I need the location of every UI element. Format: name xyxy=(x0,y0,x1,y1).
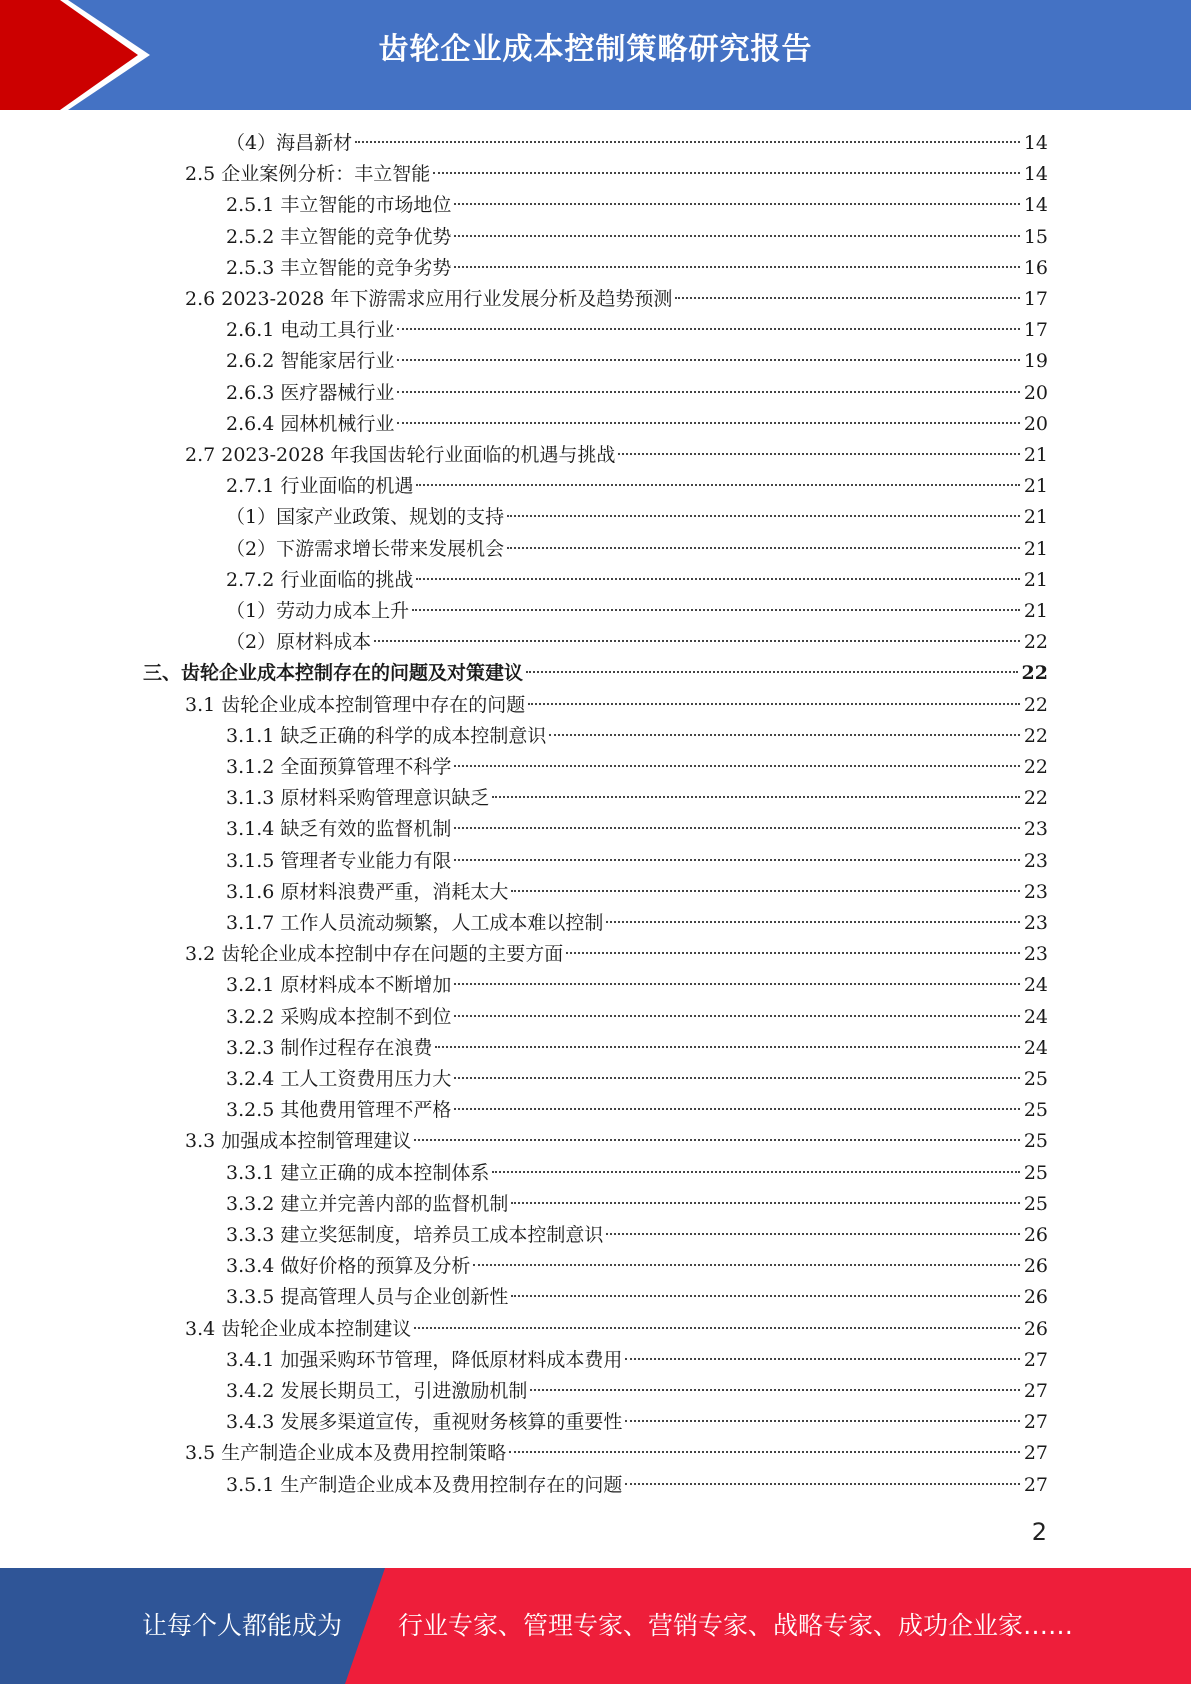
toc-entry-title: 3.3 加强成本控制管理建议 xyxy=(185,1130,412,1153)
toc-entry-title: 3.2.1 原材料成本不断增加 xyxy=(226,974,452,997)
toc-entry-page: 21 xyxy=(1023,568,1048,591)
toc-entry-page: 25 xyxy=(1023,1099,1048,1122)
toc-dot-leader xyxy=(492,795,1019,798)
toc-entry-title: 2.5.3 丰立智能的竞争劣势 xyxy=(226,256,452,279)
toc-entry[interactable] xyxy=(185,939,1048,970)
toc-entry-page: 27 xyxy=(1023,1348,1048,1371)
toc-entry-page: 26 xyxy=(1023,1224,1048,1246)
toc-entry-title: （1）劳动力成本上升 xyxy=(226,600,410,622)
toc-dot-leader xyxy=(528,702,1020,705)
toc-entry[interactable] xyxy=(226,471,1048,502)
toc-entry[interactable] xyxy=(226,1064,1048,1095)
toc-entry-title: 2.5.2 丰立智能的竞争优势 xyxy=(226,225,452,248)
toc-entry-page: 26 xyxy=(1023,1317,1048,1340)
toc-entry-page: 25 xyxy=(1023,1130,1048,1153)
toc-entry-page: 20 xyxy=(1023,381,1048,404)
toc-entry[interactable] xyxy=(226,222,1048,253)
page-footer xyxy=(0,1568,1191,1684)
toc-entry-title: 2.5 企业案例分析：丰立智能 xyxy=(185,163,431,186)
toc-entry-title: 3.4.1 加强采购环节管理，降低原材料成本费用 xyxy=(226,1348,623,1371)
toc-dot-leader xyxy=(549,733,1019,736)
toc-entry-title: 3.3.2 建立并完善内部的监督机制 xyxy=(226,1192,509,1215)
toc-entry[interactable] xyxy=(185,284,1048,315)
toc-entry-page: 26 xyxy=(1023,1255,1048,1278)
toc-entry[interactable] xyxy=(226,877,1048,908)
toc-entry[interactable] xyxy=(185,159,1048,190)
toc-entry-title: 3.4.3 发展多渠道宣传，重视财务核算的重要性 xyxy=(226,1411,623,1434)
toc-entry[interactable] xyxy=(226,1470,1048,1501)
toc-entry[interactable] xyxy=(226,627,1048,658)
toc-dot-leader xyxy=(454,1076,1019,1079)
toc-dot-leader xyxy=(473,1263,1019,1266)
toc-entry-title: （2）下游需求增长带来发展机会 xyxy=(226,537,505,560)
toc-entry-page: 21 xyxy=(1023,537,1048,560)
toc-entry-title: 2.5.1 丰立智能的市场地位 xyxy=(226,194,452,217)
toc-dot-leader xyxy=(454,764,1019,767)
toc-dot-leader xyxy=(675,296,1019,299)
footer-slogan-left: 让每个人都能成为 xyxy=(142,1611,343,1640)
toc-entry-title: 3.5 生产制造企业成本及费用控制策略 xyxy=(185,1442,507,1465)
toc-dot-leader xyxy=(355,140,1020,143)
toc-dot-leader xyxy=(566,951,1020,954)
toc-dot-leader xyxy=(606,920,1019,923)
toc-entry-page: 24 xyxy=(1023,1005,1048,1028)
toc-entry[interactable] xyxy=(226,128,1048,159)
toc-entry-title: 3.2.2 采购成本控制不到位 xyxy=(226,1005,452,1028)
toc-dot-leader xyxy=(454,982,1019,985)
toc-entry-title: 2.6 2023-2028 年下游需求应用行业发展分析及趋势预测 xyxy=(185,288,673,310)
toc-dot-leader xyxy=(492,1170,1019,1173)
toc-dot-leader xyxy=(454,234,1019,237)
toc-entry-page: 14 xyxy=(1023,194,1048,217)
toc-entry-page: 23 xyxy=(1023,818,1048,841)
toc-dot-leader xyxy=(511,889,1019,892)
toc-entry[interactable] xyxy=(226,1220,1048,1251)
toc-entry[interactable] xyxy=(226,534,1048,565)
toc-dot-leader xyxy=(618,452,1019,455)
toc-entry[interactable] xyxy=(226,565,1048,596)
toc-entry-page: 21 xyxy=(1023,475,1048,498)
toc-entry-title: 2.7.1 行业面临的机遇 xyxy=(226,475,414,498)
toc-dot-leader xyxy=(511,1201,1019,1204)
toc-dot-leader xyxy=(374,639,1020,642)
toc-entry[interactable] xyxy=(226,1002,1048,1033)
footer-slogan-right: 行业专家、管理专家、营销专家、战略专家、成功企业家…… xyxy=(398,1611,1074,1640)
toc-dot-leader xyxy=(625,1482,1019,1485)
toc-dot-leader xyxy=(397,421,1019,424)
toc-entry[interactable] xyxy=(226,190,1048,221)
toc-dot-leader xyxy=(397,390,1019,393)
toc-entry-page: 26 xyxy=(1023,1286,1048,1309)
toc-dot-leader xyxy=(454,202,1019,205)
toc-dot-leader xyxy=(625,1357,1019,1360)
toc-entry-page: 14 xyxy=(1023,132,1048,154)
toc-entry-title: 3.2.5 其他费用管理不严格 xyxy=(226,1099,452,1122)
toc-entry[interactable] xyxy=(185,1314,1048,1345)
toc-entry-page: 15 xyxy=(1023,225,1048,248)
toc-entry-page: 27 xyxy=(1023,1411,1048,1434)
toc-entry-page: 25 xyxy=(1023,1161,1048,1184)
toc-dot-leader xyxy=(433,171,1020,174)
toc-entry-title: 3.4.2 发展长期员工，引进激励机制 xyxy=(226,1380,528,1402)
toc-entry-title: 3.3.5 提高管理人员与企业创新性 xyxy=(226,1286,509,1309)
toc-entry-title: 3.3.1 建立正确的成本控制体系 xyxy=(226,1161,490,1184)
toc-dot-leader xyxy=(435,1045,1019,1048)
toc-entry-title: （1）国家产业政策、规划的支持 xyxy=(226,506,505,529)
toc-dot-leader xyxy=(511,1294,1019,1297)
toc-entry-page: 21 xyxy=(1023,444,1048,466)
toc-entry-title: 3.2.4 工人工资费用压力大 xyxy=(226,1068,452,1090)
toc-entry[interactable] xyxy=(226,783,1048,814)
toc-entry-title: 3.2.3 制作过程存在浪费 xyxy=(226,1036,433,1059)
toc-entry-page: 16 xyxy=(1023,256,1048,279)
toc-entry-page: 23 xyxy=(1023,880,1048,903)
toc-entry-title: 3.3.4 做好价格的预算及分析 xyxy=(226,1255,471,1278)
toc-entry-title: 三、齿轮企业成本控制存在的问题及对策建议 xyxy=(143,662,524,685)
toc-entry[interactable] xyxy=(185,690,1048,721)
toc-dot-leader xyxy=(416,483,1019,486)
toc-entry-page: 22 xyxy=(1021,662,1048,685)
toc-dot-leader xyxy=(507,546,1020,549)
toc-dot-leader xyxy=(507,514,1020,517)
toc-entry-title: （2）原材料成本 xyxy=(226,631,372,654)
toc-entry-title: 3.3.3 建立奖惩制度，培养员工成本控制意识 xyxy=(226,1224,604,1246)
toc-entry[interactable] xyxy=(226,315,1048,346)
toc-entry[interactable] xyxy=(226,502,1048,533)
toc-entry-page: 22 xyxy=(1023,787,1048,810)
toc-entry-title: 3.2 齿轮企业成本控制中存在问题的主要方面 xyxy=(185,943,564,966)
toc-entry-page: 22 xyxy=(1023,724,1048,747)
toc-entry-page: 17 xyxy=(1023,288,1048,310)
toc-entry-page: 24 xyxy=(1023,1036,1048,1059)
toc-entry-title: 3.1.2 全面预算管理不科学 xyxy=(226,756,452,778)
toc-entry-page: 22 xyxy=(1023,693,1048,716)
toc-entry[interactable] xyxy=(143,658,1048,689)
page-number: 2 xyxy=(1031,1518,1047,1546)
toc-entry-page: 23 xyxy=(1023,943,1048,966)
toc-entry-title: 2.6.3 医疗器械行业 xyxy=(226,381,395,404)
toc-entry[interactable] xyxy=(226,846,1048,877)
toc-dot-leader xyxy=(606,1232,1019,1235)
toc-entry-title: 3.1 齿轮企业成本控制管理中存在的问题 xyxy=(185,693,526,716)
toc-dot-leader xyxy=(454,858,1019,861)
toc-entry[interactable] xyxy=(226,1282,1048,1313)
toc-entry[interactable] xyxy=(226,1189,1048,1220)
toc-dot-leader xyxy=(397,358,1019,361)
toc-entry-page: 27 xyxy=(1023,1473,1048,1496)
toc-dot-leader xyxy=(412,608,1020,611)
toc-entry-page: 23 xyxy=(1023,849,1048,872)
toc-entry[interactable] xyxy=(226,1407,1048,1438)
toc-entry-title: 3.4 齿轮企业成本控制建议 xyxy=(185,1317,412,1340)
toc-entry-page: 21 xyxy=(1023,506,1048,529)
toc-entry-title: 3.1.3 原材料采购管理意识缺乏 xyxy=(226,787,490,810)
toc-dot-leader xyxy=(416,577,1019,580)
toc-entry-title: 3.5.1 生产制造企业成本及费用控制存在的问题 xyxy=(226,1473,623,1496)
toc-entry-page: 19 xyxy=(1023,350,1048,373)
toc-entry[interactable] xyxy=(226,1158,1048,1189)
toc-entry[interactable] xyxy=(226,1376,1048,1407)
toc-entry-page: 23 xyxy=(1023,912,1048,934)
toc-entry-page: 14 xyxy=(1023,163,1048,186)
toc-entry-title: 2.7.2 行业面临的挑战 xyxy=(226,568,414,591)
toc-entry-page: 17 xyxy=(1023,319,1048,342)
toc-entry[interactable] xyxy=(226,346,1048,377)
toc-dot-leader xyxy=(530,1388,1019,1391)
toc-dot-leader xyxy=(454,1107,1019,1110)
toc-entry-page: 22 xyxy=(1023,631,1048,654)
toc-entry[interactable] xyxy=(185,1438,1048,1469)
toc-entry-page: 24 xyxy=(1023,974,1048,997)
toc-entry-page: 20 xyxy=(1023,412,1048,435)
toc-entry-page: 25 xyxy=(1023,1192,1048,1215)
toc-dot-leader xyxy=(625,1419,1019,1422)
toc-entry-page: 27 xyxy=(1023,1380,1048,1402)
toc-entry[interactable] xyxy=(226,1345,1048,1376)
toc-entry[interactable] xyxy=(185,440,1048,471)
toc-entry[interactable] xyxy=(226,1095,1048,1126)
toc-entry-title: 2.7 2023-2028 年我国齿轮行业面临的机遇与挑战 xyxy=(185,444,616,466)
toc-entry-title: 2.6.4 园林机械行业 xyxy=(226,412,395,435)
toc-entry-title: 3.1.6 原材料浪费严重，消耗太大 xyxy=(226,880,509,903)
toc-entry-page: 21 xyxy=(1023,600,1048,622)
toc-dot-leader xyxy=(414,1138,1020,1141)
toc-entry-title: 2.6.1 电动工具行业 xyxy=(226,319,395,342)
toc-dot-leader xyxy=(397,327,1019,330)
toc-entry[interactable] xyxy=(226,378,1048,409)
toc-entry-title: 2.6.2 智能家居行业 xyxy=(226,350,395,373)
toc-entry-title: 3.1.4 缺乏有效的监督机制 xyxy=(226,818,452,841)
toc-entry[interactable] xyxy=(226,814,1048,845)
toc-entry[interactable] xyxy=(226,409,1048,440)
toc-entry-title: 3.1.5 管理者专业能力有限 xyxy=(226,849,452,872)
toc-entry-title: 3.1.7 工作人员流动频繁，人工成本难以控制 xyxy=(226,912,604,934)
toc-entry-title: （4）海昌新材 xyxy=(226,132,353,154)
toc-entry[interactable] xyxy=(226,1033,1048,1064)
toc-dot-leader xyxy=(509,1450,1020,1453)
toc-entry[interactable] xyxy=(185,1126,1048,1157)
toc-dot-leader xyxy=(526,670,1018,673)
toc-entry[interactable] xyxy=(226,752,1048,783)
toc-entry[interactable] xyxy=(226,1251,1048,1282)
toc-entry-page: 22 xyxy=(1023,756,1048,778)
toc-entry[interactable] xyxy=(226,721,1048,752)
toc-dot-leader xyxy=(454,265,1019,268)
toc-dot-leader xyxy=(454,826,1019,829)
toc-entry-page: 25 xyxy=(1023,1068,1048,1090)
page-header xyxy=(0,0,1191,110)
toc-entry[interactable] xyxy=(226,253,1048,284)
toc-entry-title: 3.1.1 缺乏正确的科学的成本控制意识 xyxy=(226,724,547,747)
toc-entry[interactable] xyxy=(226,970,1048,1001)
toc-dot-leader xyxy=(414,1326,1020,1329)
toc-entry[interactable] xyxy=(226,596,1048,627)
toc-entry[interactable] xyxy=(226,908,1048,939)
toc-dot-leader xyxy=(454,1014,1019,1017)
report-title: 齿轮企业成本控制策略研究报告 xyxy=(378,32,813,67)
toc-entry-page: 27 xyxy=(1023,1442,1048,1465)
